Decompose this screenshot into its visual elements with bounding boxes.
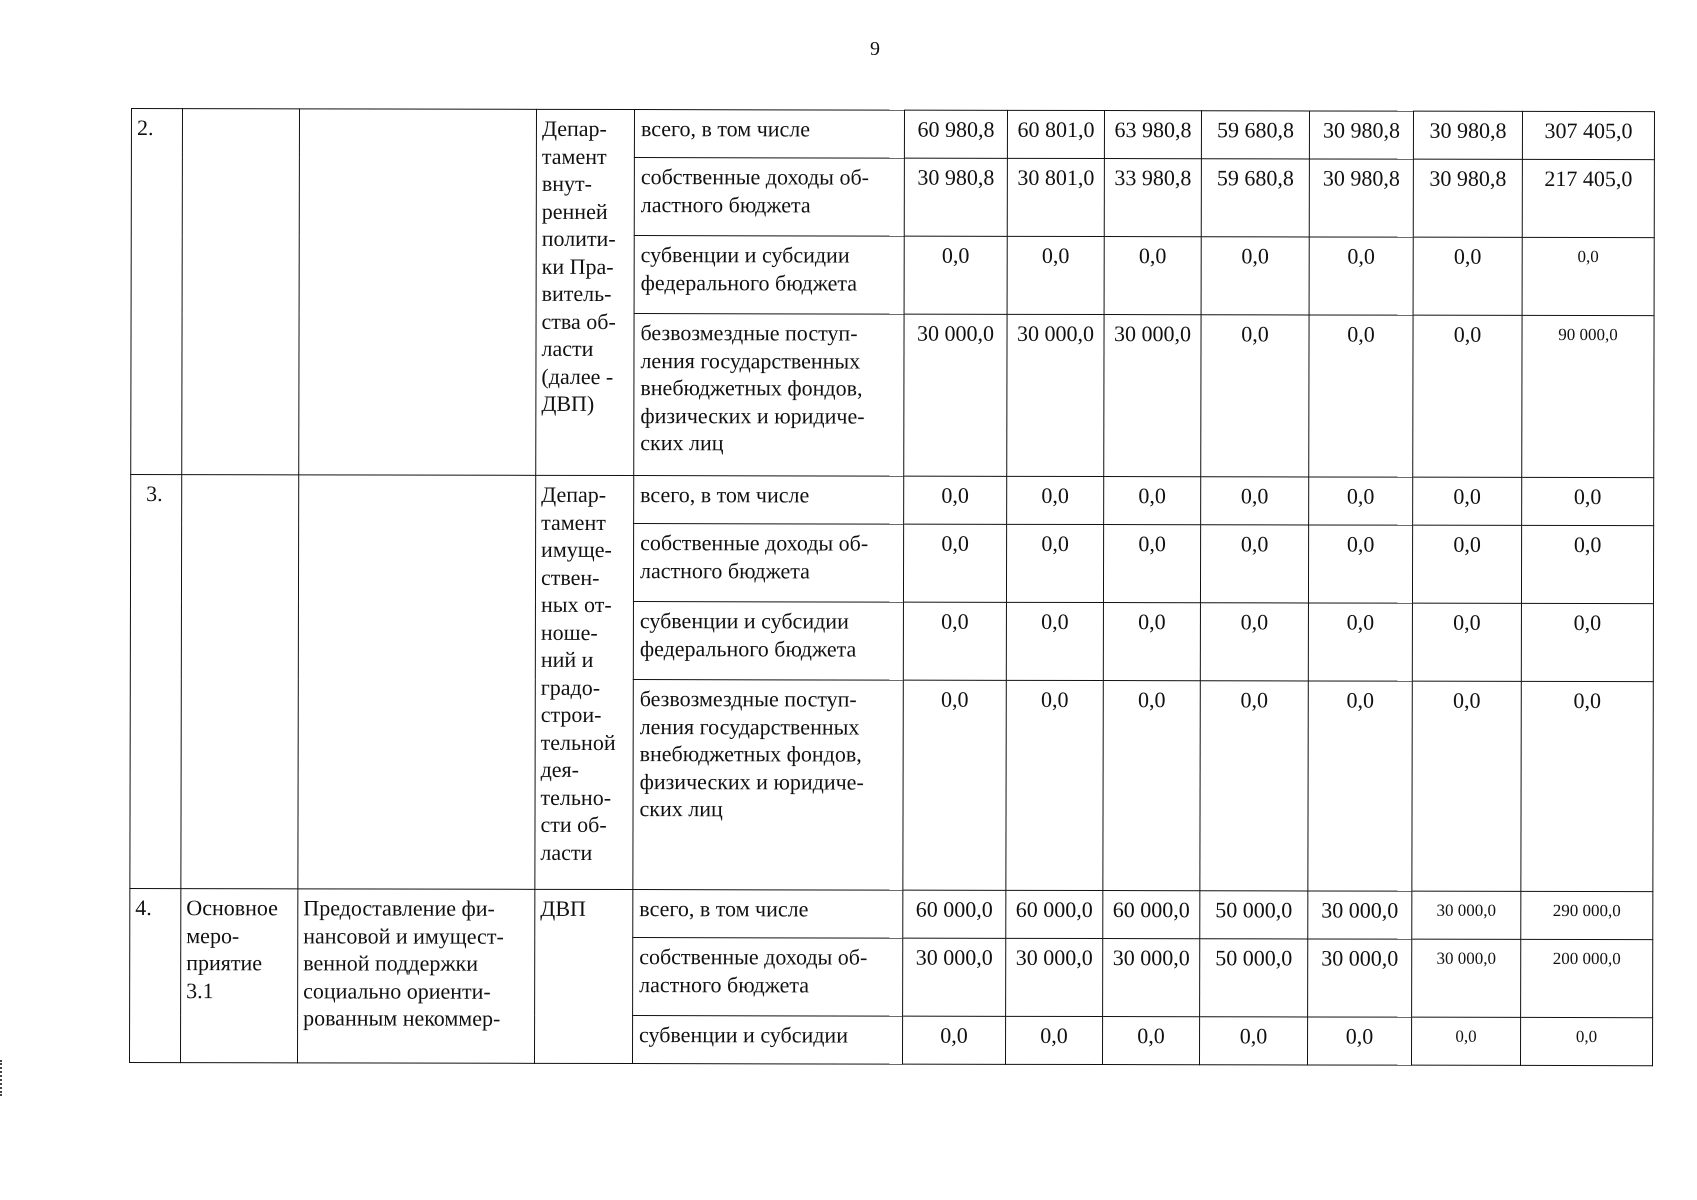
row-status: Основное меро-приятие 3.1	[181, 889, 298, 1063]
value-cell: 30 000,0	[903, 938, 1006, 1016]
value-cell: 60 000,0	[1006, 890, 1103, 938]
source-label: собственные доходы об-ластного бюджета	[633, 938, 903, 1017]
value-cell: 0,0	[1006, 602, 1103, 680]
value-cell: 30 980,8	[1309, 111, 1413, 159]
value-cell: 60 801,0	[1007, 110, 1104, 158]
value-cell: 60 000,0	[1103, 891, 1200, 939]
row-executor: ДВП	[535, 889, 633, 1063]
value-cell: 0,0	[1522, 477, 1654, 525]
value-cell: 0,0	[1308, 525, 1412, 603]
row-executor: Депар-тамент имуще-ствен-ных от-ноше-ний и градо-строи-тельной дея-тельно-сти об-ласти	[535, 475, 634, 889]
value-cell: 0,0	[1103, 525, 1200, 603]
value-cell: 0,0	[1200, 603, 1308, 681]
value-cell: 30 980,8	[1309, 159, 1413, 237]
value-cell: 0,0	[1005, 1016, 1102, 1064]
value-cell: 0,0	[903, 524, 1006, 602]
value-cell: 63 980,8	[1104, 111, 1201, 159]
source-label: всего, в том числе	[634, 476, 904, 525]
value-cell: 30 980,8	[1413, 159, 1522, 237]
value-cell: 30 980,8	[904, 158, 1007, 236]
value-cell: 30 980,8	[1413, 111, 1522, 159]
value-cell: 50 000,0	[1200, 939, 1308, 1017]
value-cell: 0,0	[1309, 315, 1413, 477]
value-cell: 0,0	[1412, 525, 1521, 603]
row-number: 4.	[130, 888, 181, 1062]
value-cell: 59 680,8	[1201, 159, 1309, 237]
value-cell: 0,0	[1307, 1017, 1411, 1065]
value-cell: 0,0	[1103, 603, 1200, 681]
value-cell: 0,0	[1413, 477, 1522, 525]
value-cell: 0,0	[1200, 681, 1308, 891]
source-label: собственные доходы об-ластного бюджета	[634, 158, 904, 237]
row-name	[298, 475, 536, 889]
value-cell: 30 000,0	[1103, 939, 1200, 1017]
value-cell: 0,0	[1104, 477, 1201, 525]
value-cell: 0,0	[1309, 237, 1413, 315]
value-cell: 0,0	[1201, 315, 1309, 477]
value-cell: 290 000,0	[1521, 891, 1653, 939]
value-cell: 30 000,0	[1412, 939, 1521, 1017]
table-row	[131, 109, 1654, 160]
value-cell: 0,0	[1007, 476, 1104, 524]
value-cell: 30 000,0	[1308, 891, 1412, 939]
value-cell: 0,0	[1411, 1017, 1520, 1065]
row-number: 3.	[130, 475, 182, 889]
value-cell: 0,0	[1520, 1017, 1652, 1065]
value-cell: 0,0	[1413, 315, 1522, 477]
source-label: безвозмездные поступ-ления государственных внебюджетных фондов, физических и юридиче-ских лиц	[633, 680, 903, 891]
page-number: 9	[870, 38, 880, 60]
budget-table	[129, 108, 1655, 1066]
value-cell: 0,0	[902, 1016, 1005, 1064]
table-row	[130, 888, 1653, 939]
value-cell: 0,0	[904, 476, 1007, 524]
source-label: субвенции и субсидии	[632, 1016, 902, 1065]
value-cell: 30 000,0	[1308, 939, 1412, 1017]
scan-margin-mark	[0, 1060, 5, 1096]
row-name: Предоставление фи-нансовой и имущест-венной поддержки социально ориенти-рованным некоммер-	[298, 889, 535, 1063]
value-cell: 50 000,0	[1200, 891, 1308, 939]
value-cell: 90 000,0	[1522, 315, 1654, 477]
value-cell: 30 000,0	[1104, 315, 1201, 477]
value-cell: 30 801,0	[1007, 158, 1104, 236]
value-cell: 0,0	[1201, 237, 1309, 315]
value-cell: 0,0	[903, 602, 1006, 680]
value-cell: 0,0	[1308, 603, 1412, 681]
source-label: субвенции и субсидии федерального бюджета	[634, 236, 904, 315]
table-row	[131, 475, 1654, 526]
source-label: собственные доходы об-ластного бюджета	[633, 524, 903, 603]
source-label: субвенции и субсидии федерального бюджета	[633, 602, 903, 681]
value-cell: 60 000,0	[903, 890, 1006, 938]
value-cell: 0,0	[1103, 681, 1200, 891]
value-cell: 0,0	[1102, 1017, 1199, 1065]
value-cell: 0,0	[1200, 525, 1308, 603]
value-cell: 217 405,0	[1522, 159, 1654, 237]
value-cell: 0,0	[904, 236, 1007, 314]
value-cell: 30 000,0	[1006, 938, 1103, 1016]
value-cell: 33 980,8	[1104, 159, 1201, 237]
value-cell: 0,0	[1006, 680, 1103, 890]
value-cell: 30 000,0	[1412, 891, 1521, 939]
row-status	[182, 109, 300, 475]
value-cell: 0,0	[903, 680, 1006, 890]
value-cell: 0,0	[1006, 524, 1103, 602]
value-cell: 30 000,0	[1007, 314, 1104, 476]
source-label: всего, в том числе	[634, 110, 904, 159]
value-cell: 0,0	[1104, 237, 1201, 315]
source-label: всего, в том числе	[633, 890, 903, 939]
value-cell: 307 405,0	[1522, 111, 1654, 159]
value-cell: 200 000,0	[1521, 939, 1653, 1017]
row-status	[181, 475, 299, 889]
value-cell: 0,0	[1521, 525, 1653, 603]
value-cell: 30 000,0	[904, 314, 1007, 476]
value-cell: 0,0	[1412, 681, 1521, 891]
value-cell: 0,0	[1199, 1017, 1307, 1065]
value-cell: 0,0	[1412, 603, 1521, 681]
value-cell: 0,0	[1007, 236, 1104, 314]
value-cell: 0,0	[1522, 237, 1654, 315]
value-cell: 0,0	[1413, 237, 1522, 315]
row-name	[299, 109, 537, 475]
row-executor: Депар-тамент внут-ренней полити-ки Пра-витель-ства об-ласти (далее - ДВП)	[536, 109, 635, 475]
value-cell: 60 980,8	[904, 110, 1007, 158]
value-cell: 0,0	[1521, 603, 1653, 681]
value-cell: 0,0	[1521, 681, 1653, 891]
value-cell: 0,0	[1308, 681, 1412, 891]
value-cell: 0,0	[1201, 477, 1309, 525]
row-number: 2.	[131, 109, 183, 475]
source-label: безвозмездные поступ-ления государственных внебюджетных фондов, физических и юридиче-ских лиц	[634, 314, 904, 477]
value-cell: 0,0	[1309, 477, 1413, 525]
value-cell: 59 680,8	[1201, 111, 1309, 159]
